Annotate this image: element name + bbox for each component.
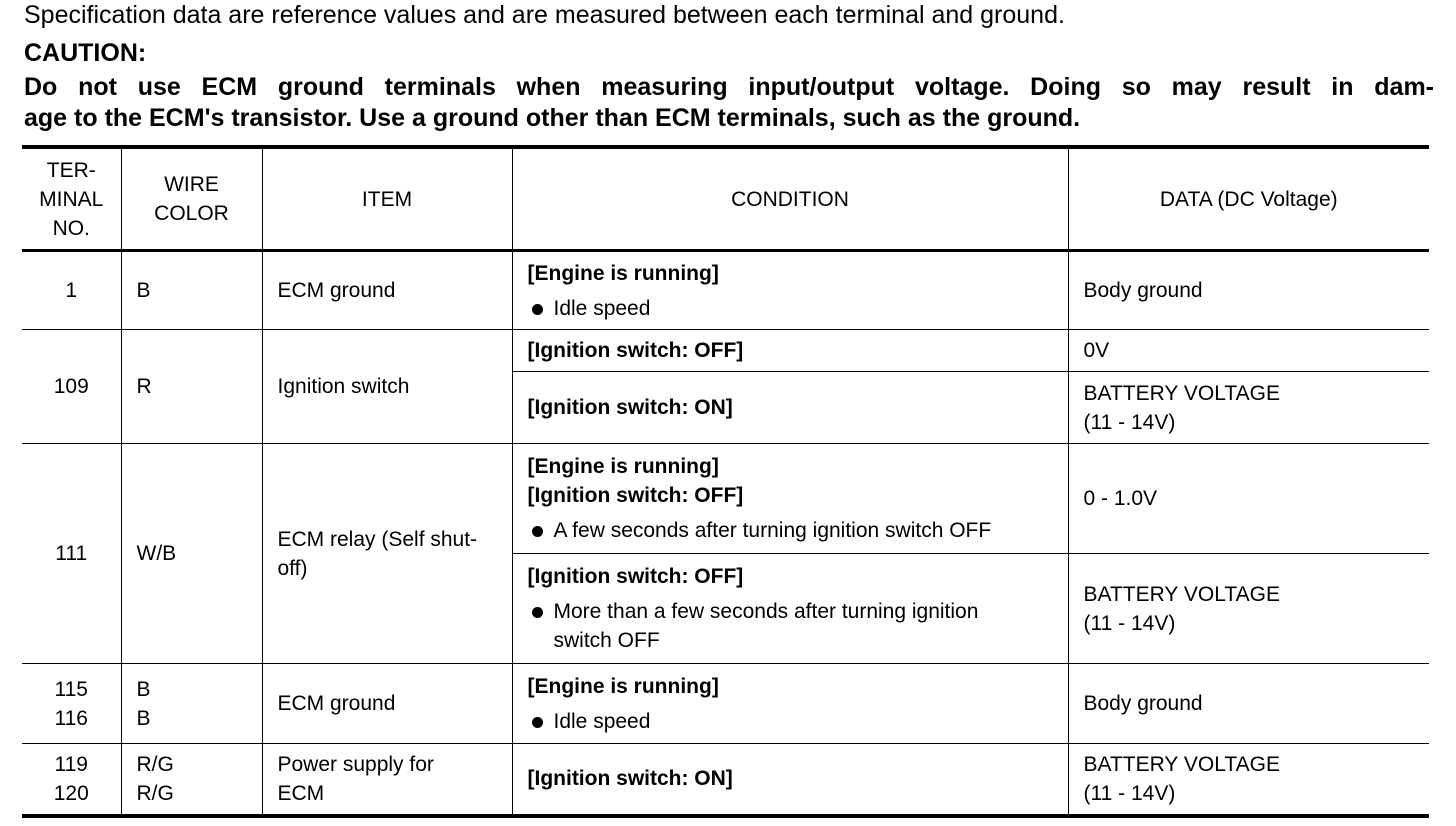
item-name <box>278 276 497 305</box>
caution-body <box>24 72 1434 134</box>
item-name <box>278 525 497 583</box>
data-value-line: BATTERY VOLTAGE <box>1083 752 1280 776</box>
item-name <box>278 372 497 401</box>
terminal-no <box>37 372 106 401</box>
data-value <box>1084 689 1415 718</box>
table-row <box>22 444 1429 554</box>
terminal-no-line: 111 <box>55 542 88 565</box>
item-name-line: ECM ground <box>277 279 396 302</box>
terminal-no-line: 119 <box>54 752 88 776</box>
table-row <box>22 330 1429 372</box>
item-name-line: Ignition switch <box>277 375 410 398</box>
data-value <box>1084 750 1415 808</box>
condition-bullet <box>528 516 1053 545</box>
data-value-line: (11 - 14V) <box>1083 611 1176 635</box>
wire-color <box>137 539 247 568</box>
item-name-line: off) <box>277 556 308 580</box>
wire-color-line: B <box>136 706 151 730</box>
header-condition: CONDITION <box>512 147 1068 251</box>
header-item: ITEM <box>262 147 512 251</box>
data-value-line: Body ground <box>1083 692 1203 715</box>
item-cell <box>262 330 512 444</box>
condition-state: [Ignition switch: ON] <box>527 396 733 419</box>
wire-color-line: B <box>136 279 151 302</box>
item-name <box>278 750 497 808</box>
table-row <box>22 251 1429 330</box>
table-header-row <box>22 147 1429 251</box>
table-row <box>22 664 1429 744</box>
wire-color <box>137 675 247 733</box>
item-cell <box>262 744 512 816</box>
condition-state: [Engine is running] <box>527 674 719 698</box>
condition-bullet-line: A few seconds after turning ignition switch OFF <box>553 519 992 542</box>
bullet-dot-icon <box>532 607 543 618</box>
header-data: DATA (DC Voltage) <box>1068 147 1429 251</box>
item-cell <box>262 444 512 664</box>
wire-color-line: R/G <box>136 752 174 776</box>
condition-cell <box>512 444 1068 554</box>
header-line: NO. <box>52 216 90 240</box>
terminal-no <box>37 539 106 568</box>
condition-bullet <box>528 597 1053 655</box>
data-value <box>1084 580 1415 638</box>
item-name-line: Power supply for <box>277 752 434 776</box>
bullet-dot-icon <box>532 526 543 537</box>
terminal-no-cell <box>22 251 121 330</box>
data-cell <box>1068 554 1429 664</box>
item-cell <box>262 664 512 744</box>
condition-bullet-line: More than a few seconds after turning ignition <box>553 600 979 623</box>
terminal-no-line: 1 <box>65 279 78 302</box>
condition-cell <box>512 372 1068 444</box>
bullet-dot-icon <box>532 717 543 728</box>
item-name-line: ECM relay (Self shut- <box>277 527 478 551</box>
header-terminal-lines <box>28 156 115 243</box>
wire-color-cell <box>121 744 262 816</box>
condition-state: [Engine is running] <box>527 261 719 285</box>
terminal-no-cell <box>22 330 121 444</box>
condition-cell <box>512 664 1068 744</box>
header-line: WIRE <box>164 173 219 196</box>
bullet-dot-icon <box>532 304 543 315</box>
data-cell <box>1068 330 1429 372</box>
caution-title: CAUTION: <box>24 39 147 67</box>
condition-state: [Ignition switch: ON] <box>527 767 733 791</box>
table-row <box>22 744 1429 816</box>
data-value-line: Body ground <box>1083 279 1203 302</box>
header-terminal-no <box>22 147 121 251</box>
wire-color <box>137 276 247 305</box>
condition-state: [Ignition switch: OFF] <box>527 339 744 362</box>
condition-bullet-line: Idle speed <box>553 296 651 320</box>
data-value-line: BATTERY VOLTAGE <box>1083 381 1280 405</box>
item-name-line: ECM <box>277 781 325 805</box>
condition-state: [Ignition switch: OFF] <box>527 565 744 588</box>
terminal-no <box>37 675 106 733</box>
data-cell <box>1068 664 1429 744</box>
header-line: COLOR <box>154 202 229 225</box>
data-value-line: 0 - 1.0V <box>1083 487 1158 510</box>
terminal-no-cell <box>22 664 121 744</box>
condition-bullet-line: Idle speed <box>553 709 651 733</box>
condition-bullet <box>528 294 1053 323</box>
data-value <box>1084 276 1415 305</box>
terminal-no <box>37 750 106 808</box>
data-value-line: (11 - 14V) <box>1083 781 1176 805</box>
condition-state: [Engine is running] <box>527 455 719 478</box>
wire-color-cell <box>121 664 262 744</box>
terminal-no <box>37 276 106 305</box>
wire-color-line: W/B <box>136 542 177 565</box>
condition-cell <box>512 251 1068 330</box>
caution-line: Do not use ECM ground terminals when measuring input/output voltage. Doing so may result in dam- <box>24 73 1434 101</box>
wire-color-line: R/G <box>136 781 174 805</box>
header-line: MINAL <box>39 187 104 211</box>
data-cell <box>1068 251 1429 330</box>
item-name <box>278 689 497 718</box>
wire-color-cell <box>121 330 262 444</box>
data-value-line: BATTERY VOLTAGE <box>1083 582 1280 606</box>
wire-color-cell <box>121 251 262 330</box>
wire-color <box>137 372 247 401</box>
header-wire-lines <box>128 170 256 228</box>
item-cell <box>262 251 512 330</box>
terminal-no-cell <box>22 444 121 664</box>
terminal-no-line: 120 <box>53 781 89 805</box>
condition-cell <box>512 330 1068 372</box>
data-value-line: (11 - 14V) <box>1083 410 1176 434</box>
data-cell <box>1068 444 1429 554</box>
caution-line: age to the ECM's transistor. Use a ground other than ECM terminals, such as the ground. <box>24 104 1081 132</box>
condition-bullet <box>528 707 1053 736</box>
wire-color-line: B <box>136 677 151 701</box>
terminal-no-cell <box>22 744 121 816</box>
terminal-spec-table <box>22 145 1429 818</box>
wire-color-line: R <box>136 375 152 398</box>
condition-bullet-line: switch OFF <box>553 629 660 652</box>
data-value <box>1084 484 1415 513</box>
wire-color <box>137 750 247 808</box>
intro-text: Specification data are reference values and are measured between each terminal and ground. <box>24 1 1065 29</box>
item-name-line: ECM ground <box>277 692 396 715</box>
data-cell <box>1068 744 1429 816</box>
header-line: TER- <box>46 158 96 182</box>
condition-state: [Ignition switch: OFF] <box>527 484 744 507</box>
data-cell <box>1068 372 1429 444</box>
terminal-no-line: 116 <box>54 706 88 730</box>
condition-cell <box>512 744 1068 816</box>
table-body <box>22 251 1429 816</box>
data-value <box>1084 336 1415 365</box>
terminal-no-line: 109 <box>53 375 89 398</box>
header-wire-color <box>121 147 262 251</box>
wire-color-cell <box>121 444 262 664</box>
data-value-line: 0V <box>1083 339 1110 362</box>
condition-cell <box>512 554 1068 664</box>
data-value <box>1084 379 1415 437</box>
terminal-no-line: 115 <box>54 677 88 701</box>
